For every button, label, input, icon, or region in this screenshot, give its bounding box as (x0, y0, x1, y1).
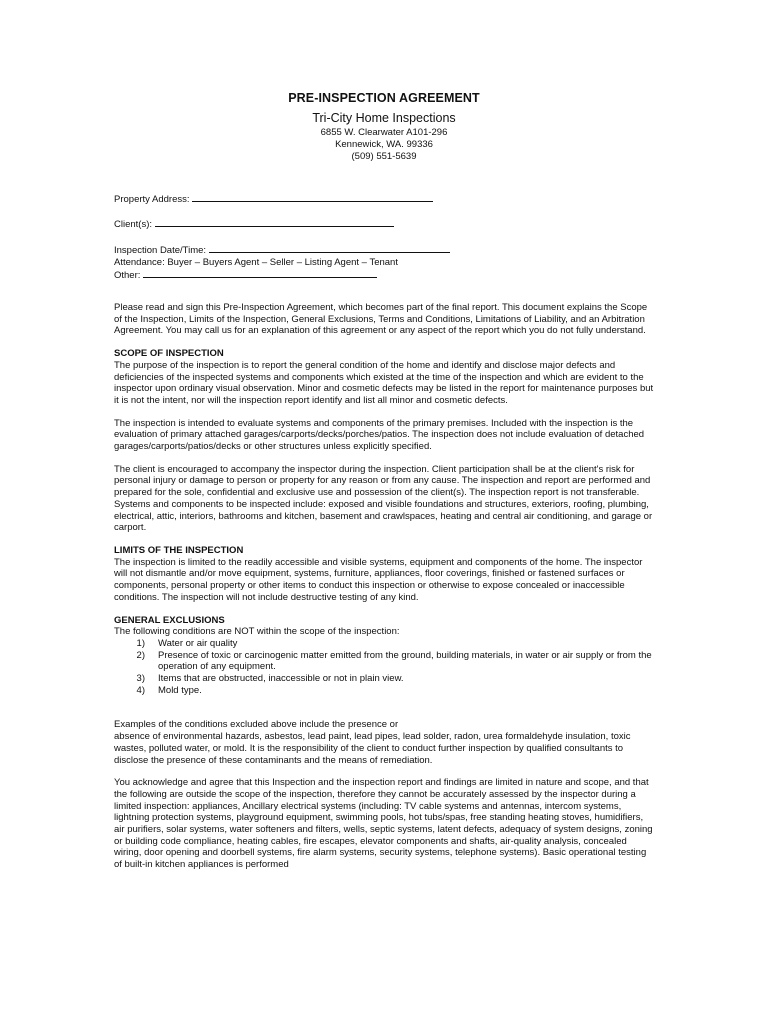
list-item: 3) Items that are obstructed, inaccessible or not in plain view. (136, 673, 404, 685)
document-title: PRE-INSPECTION AGREEMENT (288, 91, 480, 105)
company-address-line1: 6855 W. Clearwater A101-296 (320, 127, 448, 139)
inspection-datetime-field (114, 243, 654, 257)
scope-paragraph-1: The purpose of the inspection is to report the general condition of the home and identify and disclose major defects and deficiencies of the inspected systems and components which existed at the time of the inspection and which are evident to the inspector upon ordinary visual observation. Minor and cosmetic defects may be listed in the report for maintenance purposes but it is not the intent, nor will the inspection report identify and list all minor and cosmetic defects. (114, 359, 654, 406)
attendance-line: Attendance: Buyer – Buyers Agent – Seller – Listing Agent – Tenant (114, 256, 398, 268)
scope-paragraph-2: The inspection is intended to evaluate systems and components of the primary premises. Included with the inspection is the evaluation of primary attached garages/carports/decks/porches/patios. The inspection does not include evaluation of detached garages/carports/patios/decks or other structures unless explicitly specified. (114, 417, 645, 453)
examples-paragraph: absence of environmental hazards, asbestos, lead paint, lead pipes, lead solder, radon, urea formaldehyde insulation, toxic wastes, polluted water, or mold. It is the responsibility of the client to conduct further inspection by qualified consultants to disclose the presence of these contaminants and the means of remediation. (114, 731, 631, 766)
clients-blank[interactable] (155, 217, 394, 227)
limits-paragraph: The inspection is limited to the readily accessible and visible systems, equipment and components of the home. The inspector will not dismantle and/or move equipment, systems, furniture, appliances, floor coverings, finished or fastened surfaces or components, personal property or other items to conduct this inspection or otherwise to expose concealed or inaccessible conditions. The inspection will not include destructive testing of any kind. (114, 556, 643, 603)
form-fields (114, 192, 654, 283)
property-address-field (114, 192, 654, 206)
exclusions-list (114, 638, 654, 697)
list-item: 4) Mold type. (136, 684, 202, 696)
other-label: Other: (114, 270, 141, 282)
property-address-label: Property Address: (114, 193, 190, 205)
intro-paragraph: Please read and sign this Pre-Inspection Agreement, which becomes part of the final report. This document explains the Scope of the Inspection, Limits of the Inspection, General Exclusions, Terms and Conditions, Limitations of Liability, and an Arbitration Agreement. You may call us for an explanation of this agreement or any aspect of the report which you do not fully understand. (114, 302, 648, 337)
document-page (114, 93, 654, 871)
other-blank[interactable] (143, 268, 377, 278)
inspection-datetime-label: Inspection Date/Time: (114, 244, 207, 256)
limits-heading: LIMITS OF THE INSPECTION (114, 544, 244, 556)
exclusions-intro: The following conditions are NOT within the scope of the inspection: (114, 626, 400, 638)
clients-label: Client(s): (114, 219, 153, 231)
scope-heading: SCOPE OF INSPECTION (114, 348, 224, 360)
company-phone: (509) 551-5639 (351, 150, 417, 162)
list-item: 1) Water or air quality (136, 637, 238, 649)
clients-field (114, 217, 654, 231)
company-address-line2: Kennewick, WA. 99336 (335, 139, 433, 151)
inspection-datetime-blank[interactable] (209, 243, 450, 253)
company-name: Tri-City Home Inspections (312, 110, 456, 125)
property-address-blank[interactable] (192, 192, 433, 202)
list-item: 2) Presence of toxic or carcinogenic matter emitted from the ground, building materials, in water or air supply or from the operation of any equipment. (136, 649, 652, 673)
exclusions-heading: GENERAL EXCLUSIONS (114, 614, 225, 626)
acknowledge-paragraph: You acknowledge and agree that this Inspection and the inspection report and findings are limited in nature and scope, and that the following are outside the scope of the inspection, therefore they cannot be accurately assessed by the inspector during a limited inspection: appliances, Ancillary electrical systems (including: TV cable systems and antennas, intercom systems, lightning protection systems, playground equipment, swimming pools, hot tubs/spas, free standing heating stoves, humidifiers, air purifiers, solar systems, water softeners and filters, wells, septic systems, latent defects, adequacy of system designs, zoning or building code compliance, heating cables, fire escapes, elevator components and shafts, air-quality analysis, concealed wiring, door opening and doorbell systems, fire alarm systems, security systems, telephone systems). Basic operational testing of built-in kitchen appliances is performed (114, 777, 653, 871)
examples-line-1: Examples of the conditions excluded above include the presence or (114, 719, 399, 731)
other-field (114, 268, 654, 282)
scope-paragraph-3: The client is encouraged to accompany the inspector during the inspection. Client participation shall be at the client's risk for personal injury or damage to person or property for any reason or from any cause. The inspection and report are performed and prepared for the sole, confidential and exclusive use and possession of the client(s). The inspection report is not transferable. Systems and components to be inspected include: exposed and visible foundations and structures, exteriors, roofing, plumbing, electrical, attic, interiors, bathrooms and kitchen, basement and crawlspaces, heating and central air conditioning, and garage or carport. (114, 463, 653, 534)
